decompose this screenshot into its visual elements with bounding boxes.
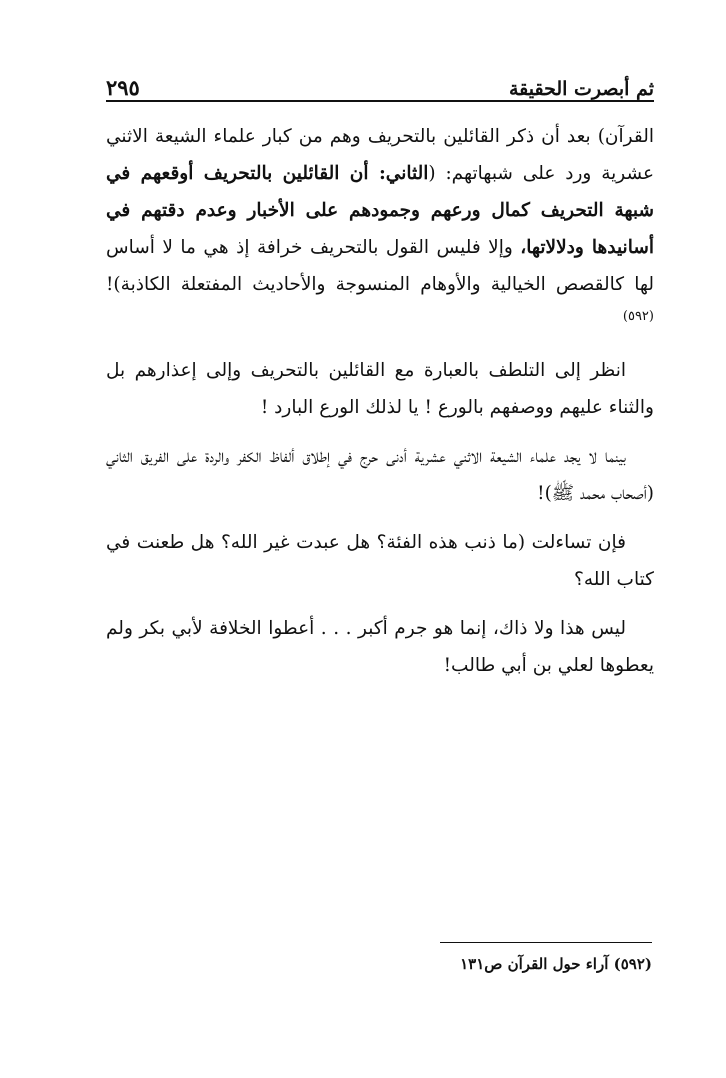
paragraph-2: انظر إلى التلطف بالعبارة مع القائلين بالتحريف وإلى إعذارهم بل والثناء عليهم ووصفهم بالورع ! يا لذلك الورع البارد ! (106, 360, 654, 418)
running-title: ثم أبصرت الحقيقة (508, 78, 654, 100)
paragraph-4: فإن تساءلت (ما ذنب هذه الفئة؟ هل عبدت غير الله؟ هل طعنت في كتاب الله؟ (106, 532, 654, 590)
footnote-divider (440, 942, 652, 943)
page-header (106, 70, 654, 100)
footnote-reference: (٥٩٢) (622, 308, 654, 324)
paragraph-1 (106, 118, 654, 340)
paragraph-5: ليس هذا ولا ذاك، إنما هو جرم أكبر . . . أعطوا الخلافة لأبي بكر ولم يعطوها لعلي بن أبي طالب! (106, 618, 654, 676)
footnote: (٥٩٢) آراء حول القرآن ص١٣١ (460, 955, 652, 973)
paragraph-1-end: وإلا فليس القول بالتحريف خرافة إذ هي ما لا أساس لها كالقصص الخيالية والأوهام المنسوجة والأحاديث المفتعلة الكاذبة)! (106, 237, 654, 295)
header-divider (106, 100, 654, 102)
paragraph-1-start: القرآن) بعد أن ذكر القائلين بالتحريف وهم من كبار علماء الشيعة الاثني عشرية ورد على شبهاتهم: ( (106, 126, 655, 184)
page-number: ٢٩٥ (106, 75, 140, 100)
paragraph-1-bold: الثاني: أن القائلين بالتحريف أوقعهم في شبهة التحريف كمال ورعهم وجمودهم على الأخبار وعدم دقتهم في أسانيدها ودلالاتها، (106, 163, 654, 258)
paragraph-3: بينما لا يجد علماء الشيعة الاثني عشرية أدنى حرج في إطلاق ألفاظ الكفر والردة على الفريق الثاني (أصحاب محمد ﷺ)! (106, 446, 654, 504)
main-text (106, 118, 654, 696)
